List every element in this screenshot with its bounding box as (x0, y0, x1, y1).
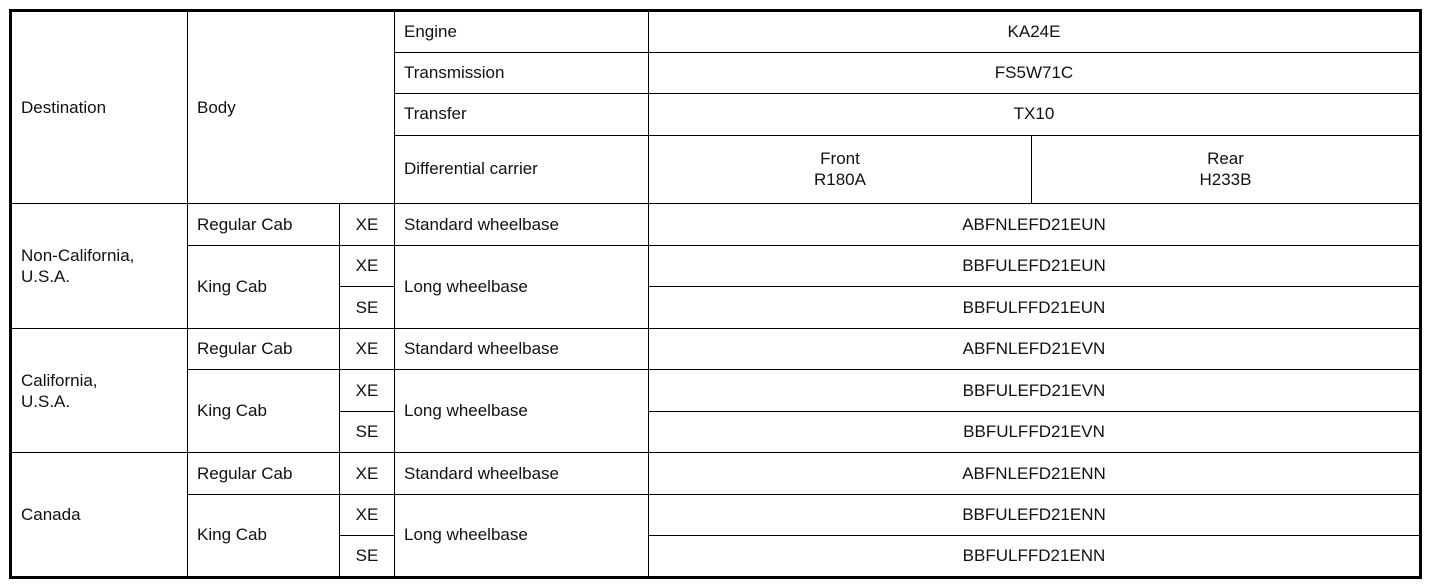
table-row (11, 245, 1421, 287)
destination-cell: Canada (11, 453, 188, 578)
model-code-cell: BBFULFFD21EUN (649, 287, 1421, 329)
diff-rear-cell (1032, 135, 1421, 204)
model-code-cell: BBFULEFD21EVN (649, 370, 1421, 412)
model-variation-table (9, 9, 1422, 579)
destination-cell: California, U.S.A. (11, 328, 188, 453)
body-cell: Regular Cab (188, 204, 340, 246)
diff-rear-value: H233B (1199, 170, 1252, 190)
model-code-cell: ABFNLEFD21ENN (649, 453, 1421, 495)
body-cell: King Cab (188, 494, 340, 577)
trim-cell: XE (340, 453, 395, 495)
table-row (11, 370, 1421, 412)
wheelbase-cell: Standard wheelbase (395, 204, 649, 246)
table-row (11, 453, 1421, 495)
trim-cell: XE (340, 204, 395, 246)
body-cell: King Cab (188, 370, 340, 453)
model-code-cell: BBFULFFD21EVN (649, 411, 1421, 453)
trim-cell: SE (340, 536, 395, 578)
model-code-cell: BBFULEFD21EUN (649, 245, 1421, 287)
wheelbase-cell: Long wheelbase (395, 494, 649, 577)
wheelbase-cell: Standard wheelbase (395, 453, 649, 495)
trim-cell: XE (340, 494, 395, 536)
trim-cell: XE (340, 328, 395, 370)
trim-cell: SE (340, 411, 395, 453)
destination-cell: Non-California, U.S.A. (11, 204, 188, 329)
destination-header: Destination (11, 11, 188, 204)
model-code-cell: BBFULFFD21ENN (649, 536, 1421, 578)
wheelbase-cell: Long wheelbase (395, 370, 649, 453)
body-cell: Regular Cab (188, 453, 340, 495)
transfer-value: TX10 (649, 94, 1421, 136)
trim-cell: SE (340, 287, 395, 329)
transmission-value: FS5W71C (649, 52, 1421, 94)
table-row (11, 328, 1421, 370)
body-cell: Regular Cab (188, 328, 340, 370)
trim-cell: XE (340, 245, 395, 287)
body-header: Body (188, 11, 395, 204)
diff-rear-label: Rear (1207, 149, 1244, 169)
transmission-label: Transmission (395, 52, 649, 94)
body-cell: King Cab (188, 245, 340, 328)
diff-front-value: R180A (814, 170, 866, 190)
trim-cell: XE (340, 370, 395, 412)
engine-value: KA24E (649, 11, 1421, 53)
differential-label: Differential carrier (395, 135, 649, 204)
model-code-cell: ABFNLEFD21EUN (649, 204, 1421, 246)
transfer-label: Transfer (395, 94, 649, 136)
diff-front-cell (649, 135, 1032, 204)
diff-front-label: Front (820, 149, 860, 169)
model-code-cell: ABFNLEFD21EVN (649, 328, 1421, 370)
table-row (11, 204, 1421, 246)
model-code-cell: BBFULEFD21ENN (649, 494, 1421, 536)
engine-label: Engine (395, 11, 649, 53)
wheelbase-cell: Long wheelbase (395, 245, 649, 328)
wheelbase-cell: Standard wheelbase (395, 328, 649, 370)
engine-row (11, 11, 1421, 53)
table-row (11, 494, 1421, 536)
